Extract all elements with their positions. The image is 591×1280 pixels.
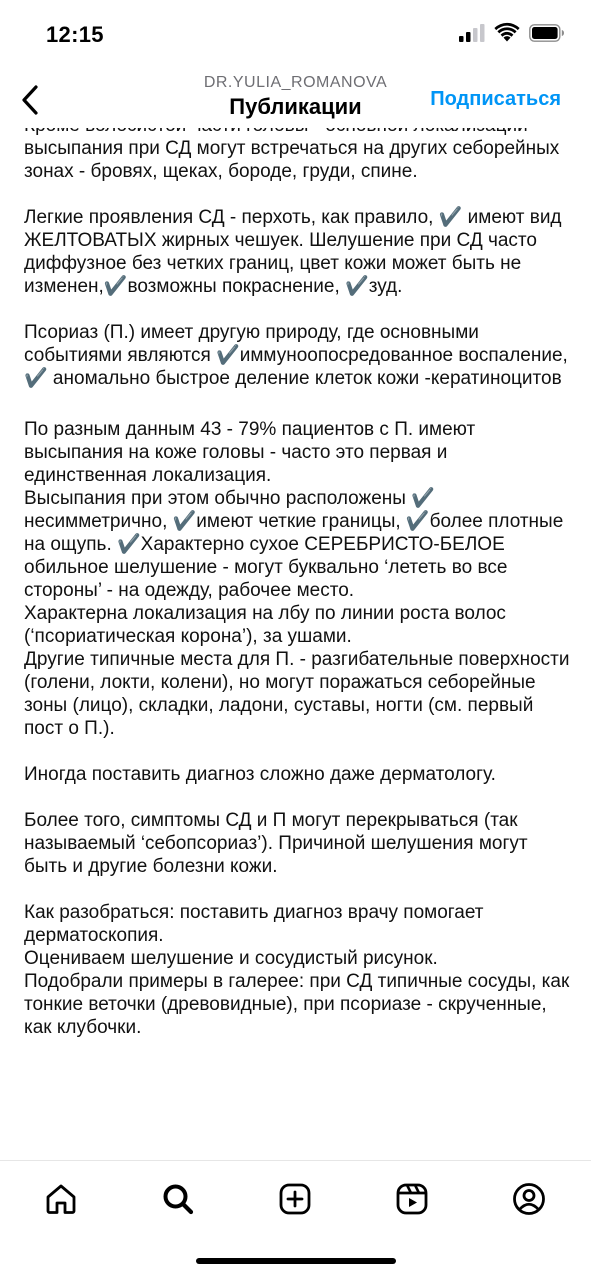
post-content	[0, 128, 591, 1160]
tab-reels[interactable]	[392, 1179, 432, 1219]
tab-search[interactable]	[158, 1179, 198, 1219]
tab-home[interactable]	[41, 1179, 81, 1219]
home-indicator	[196, 1258, 396, 1264]
reels-icon	[395, 1182, 429, 1216]
page-title: Публикации	[229, 94, 362, 119]
tab-create[interactable]	[275, 1179, 315, 1219]
wifi-icon	[495, 24, 519, 42]
home-icon	[44, 1182, 78, 1216]
status-icons	[459, 24, 565, 42]
paragraph: По разным данным 43 - 79% пациентов с П. имеют высыпания на коже головы - часто это первая и единственная локализация.	[24, 419, 476, 486]
paragraph: Другие типичные места для П. - разгибательные поверхности (голени, локти, колени), но могут поражаться себорейные зоны (лицо), складки, ладони, суставы, ногти (см. первый пост о П.).	[24, 649, 570, 739]
paragraph: Как разобраться: поставить диагноз врачу помогает дерматоскопия.	[24, 902, 484, 946]
create-icon	[278, 1182, 312, 1216]
paragraph: Подобрали примеры в галерее: при СД типичные сосуды, как тонкие веточки (древовидные), при псориазе - скрученные, как клубочки.	[24, 971, 570, 1038]
account-username: DR.YULIA_ROMANOVA	[203, 74, 388, 91]
tab-profile[interactable]	[509, 1179, 549, 1219]
cellular-signal-icon	[459, 24, 485, 42]
header	[0, 70, 591, 128]
search-icon	[161, 1182, 195, 1216]
paragraph: Характерна локализация на лбу по линии роста волос (‘псориатическая корона’), за ушами.	[24, 603, 506, 647]
paragraph: высыпания при СД могут встречаться на других себорейных зонах - бровях, щеках, бороде, груди, спине.	[24, 138, 560, 182]
profile-icon	[512, 1182, 546, 1216]
paragraph: Высыпания при этом обычно расположены ✔️ несимметрично, ✔️имеют четкие границы, ✔️более плотные на ощупь. ✔️Характерно сухое СЕРЕБРИСТО-БЕЛОЕ обильное шелушение - могут буквально ‘лететь во все стороны’ - на одежду, рабочее место.	[24, 488, 564, 601]
paragraph: Более того, симптомы СД и П могут перекрываться (так называемый ‘себопсориаз’). Причиной шелушения могут быть и другие болезни кожи.	[24, 810, 528, 877]
follow-button[interactable]: Подписаться	[430, 88, 561, 110]
battery-icon	[529, 24, 565, 42]
status-time: 12:15	[46, 22, 104, 47]
paragraph: Иногда поставить диагноз сложно даже дерматологу.	[24, 764, 496, 785]
post-caption	[24, 114, 574, 1039]
paragraph: Легкие проявления СД - перхоть, как правило, ✔️ имеют вид ЖЕЛТОВАТЫХ жирных чешуек. Шелушение при СД часто диффузное без четких границ, цвет кожи может быть не изменен,✔️возможны покраснение, ✔️зуд.	[24, 207, 562, 297]
paragraph: Псориаз (П.) имеет другую природу, где основными событиями являются ✔️иммуноопосредованное воспаление, ✔️ аномально быстрое деление клеток кожи -кератиноцитов	[24, 322, 568, 389]
status-bar	[0, 0, 591, 70]
paragraph: Оцениваем шелушение и сосудистый рисунок.	[24, 948, 438, 969]
